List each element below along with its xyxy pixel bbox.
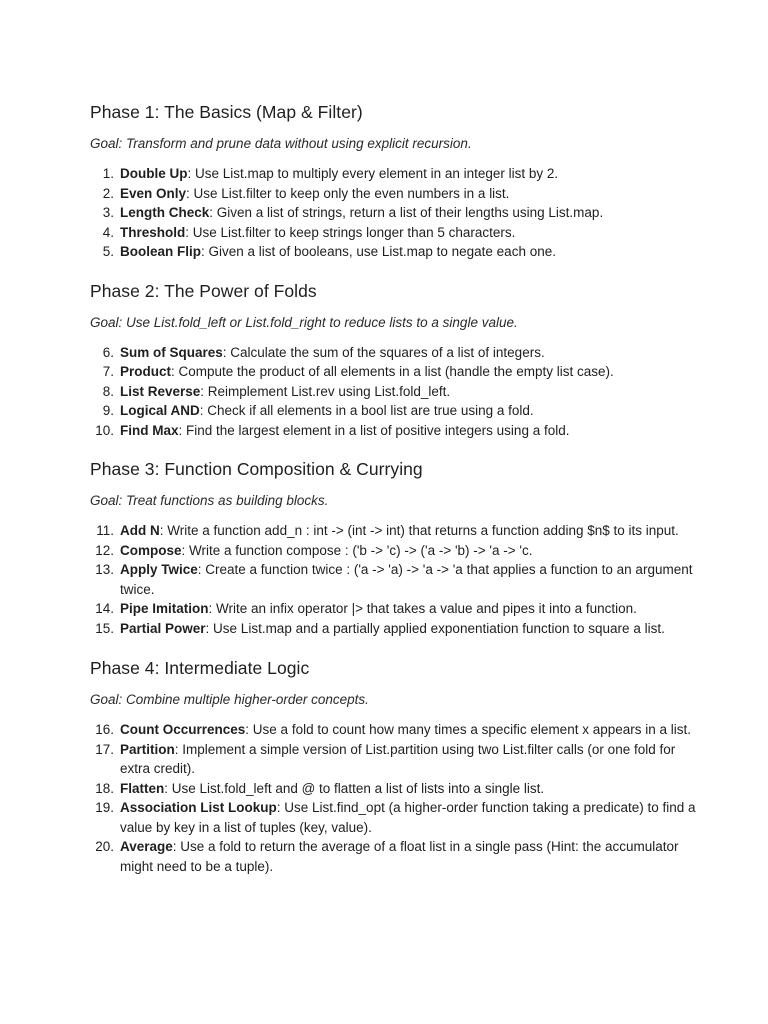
phase-goal: Goal: Use List.fold_left or List.fold_right to reduce lists to a single value. — [90, 314, 518, 330]
item-number: 1. — [102, 166, 114, 181]
list-item — [90, 184, 708, 204]
list-item — [90, 521, 708, 541]
phase-title: Phase 2: The Power of Folds — [90, 280, 317, 301]
item-number: 19. — [95, 800, 114, 815]
item-description: : Use List.map and a partially applied exponentiation function to square a list. — [205, 620, 665, 636]
task-list — [90, 720, 708, 876]
phase-title: Phase 1: The Basics (Map & Filter) — [90, 102, 363, 122]
item-number: 9. — [102, 403, 114, 418]
item-name: Compose — [120, 542, 182, 558]
phase-goal: Goal: Treat functions as building blocks. — [90, 493, 329, 508]
list-item — [90, 401, 708, 421]
phase-2-section — [90, 280, 708, 441]
phase-goal: Goal: Transform and prune data without using explicit recursion. — [90, 136, 472, 151]
item-number: 15. — [95, 620, 114, 636]
item-description: : Compute the product of all elements in a list (handle the empty list case). — [171, 364, 614, 379]
list-item — [90, 421, 708, 441]
item-description: : Use List.fold_left and @ to flatten a list of lists into a single list. — [164, 780, 545, 796]
item-description: : Check if all elements in a bool list are true using a fold. — [199, 403, 534, 418]
item-name: Find Max — [120, 422, 179, 438]
item-number: 11. — [96, 523, 114, 538]
item-name: Apply Twice — [120, 562, 198, 577]
list-item — [90, 362, 708, 382]
item-number: 6. — [102, 344, 114, 360]
item-name: Logical AND — [120, 403, 200, 418]
list-item — [90, 798, 708, 837]
list-item — [90, 382, 708, 402]
item-number: 5. — [102, 244, 114, 259]
list-item — [90, 779, 708, 799]
list-item — [90, 560, 708, 599]
item-description: : Use a fold to count how many times a specific element x appears in a list. — [245, 722, 692, 737]
item-name: Length Check — [120, 205, 210, 220]
item-number: 4. — [102, 224, 114, 240]
task-list — [90, 164, 708, 262]
list-item — [90, 223, 708, 243]
phase-title: Phase 4: Intermediate Logic — [90, 658, 310, 678]
item-description: : Use List.map to multiply every element in an integer list by 2. — [187, 166, 559, 181]
item-description: : Write a function add_n : int -> (int -> int) that returns a function adding $n$ to its input. — [159, 523, 679, 538]
list-item — [90, 203, 708, 223]
list-item — [90, 599, 708, 619]
list-item — [90, 619, 708, 639]
list-item — [90, 343, 708, 363]
item-number: 8. — [102, 383, 114, 399]
item-name: Partial Power — [120, 620, 206, 636]
item-description: : Calculate the sum of the squares of a list of integers. — [222, 344, 545, 360]
item-description: : Given a list of booleans, use List.map to negate each one. — [201, 244, 556, 259]
item-name: List Reverse — [120, 383, 201, 399]
phase-4-section — [90, 657, 708, 876]
item-number: 13. — [95, 562, 114, 577]
list-item — [90, 720, 708, 740]
item-name: Count Occurrences — [120, 722, 246, 737]
item-description: : Write a function compose : ('b -> 'c) -> ('a -> 'b) -> 'a -> 'c. — [181, 542, 533, 558]
item-name: Even Only — [120, 185, 187, 201]
list-item — [90, 740, 708, 779]
phase-3-section — [90, 458, 708, 638]
item-number: 2. — [102, 185, 114, 201]
list-item — [90, 837, 708, 876]
list-item — [90, 541, 708, 561]
item-description: : Use a fold to return the average of a float list in a single pass (Hint: the accumulator might need to be a tuple). — [120, 839, 679, 874]
item-description: : Write an infix operator |> that takes a value and pipes it into a function. — [208, 601, 637, 616]
item-description: : Use List.find_opt (a higher-order function taking a predicate) to find a value by key in a list of tuples (key, value). — [120, 800, 696, 835]
item-name: Pipe Imitation — [120, 601, 209, 616]
item-name: Average — [120, 839, 173, 854]
item-number: 18. — [95, 780, 114, 796]
item-name: Boolean Flip — [120, 244, 201, 259]
item-description: : Reimplement List.rev using List.fold_left. — [200, 383, 451, 399]
item-number: 10. — [95, 422, 114, 438]
list-item — [90, 242, 708, 262]
item-name: Association List Lookup — [120, 800, 277, 815]
item-name: Double Up — [120, 166, 188, 181]
item-number: 14. — [95, 601, 114, 616]
item-number: 12. — [95, 542, 114, 558]
item-name: Sum of Squares — [120, 344, 223, 360]
item-number: 16. — [95, 722, 114, 737]
item-number: 20. — [95, 839, 114, 854]
task-list — [90, 343, 708, 441]
item-description: : Create a function twice : ('a -> 'a) -> 'a -> 'a that applies a function to an argument twice. — [120, 562, 693, 597]
item-number: 3. — [102, 205, 114, 220]
item-description: : Find the largest element in a list of positive integers using a fold. — [178, 422, 570, 438]
item-number: 17. — [95, 741, 114, 757]
item-description: : Given a list of strings, return a list of their lengths using List.map. — [209, 205, 604, 220]
item-name: Partition — [120, 741, 175, 757]
phase-goal: Goal: Combine multiple higher-order concepts. — [90, 692, 369, 707]
list-item — [90, 164, 708, 184]
item-name: Add N — [120, 523, 160, 538]
item-number: 7. — [102, 364, 114, 379]
item-name: Threshold — [120, 224, 186, 240]
item-name: Flatten — [120, 780, 165, 796]
item-description: : Implement a simple version of List.partition using two List.filter calls (or one fold for extra credit). — [120, 741, 676, 776]
item-description: : Use List.filter to keep only the even numbers in a list. — [186, 185, 510, 201]
item-name: Product — [120, 364, 172, 379]
task-list — [90, 521, 708, 638]
phase-title: Phase 3: Function Composition & Currying — [90, 459, 423, 479]
phase-1-section — [90, 101, 708, 262]
item-description: : Use List.filter to keep strings longer than 5 characters. — [185, 224, 516, 240]
